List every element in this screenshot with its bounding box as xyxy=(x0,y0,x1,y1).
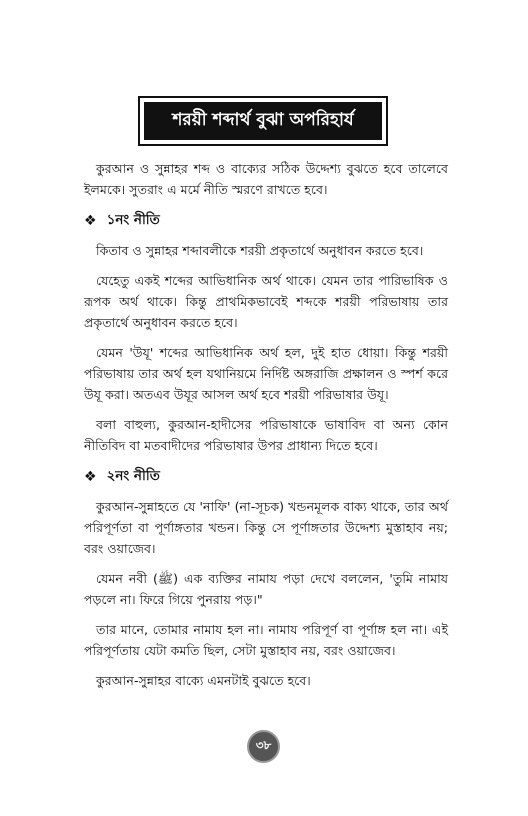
paragraph: যেমন নবী (ﷺ) এক ব্যক্তির নামায পড়া দেখে বললেন, 'তুমি নামায পড়লে না। ফিরে গিয়ে পুনরায় পড়।" xyxy=(84,571,448,607)
diamond-icon: ❖ xyxy=(84,212,97,229)
paragraph: যেহেতু একই শব্দের আভিধানিক অর্থ থাকে। যেমন তার পারিভাষিক ও রূপক অর্থ থাকে। কিন্তু প্রাথমিকভাবেই শব্দকে শরয়ী পরিভাষায় তার প্রকৃতার্থে অনুধাবন করতে হবে। xyxy=(84,273,448,330)
title-box xyxy=(138,96,388,146)
content-body xyxy=(84,158,448,700)
page-title: শরয়ী শব্দার্থ বুঝা অপরিহার্য xyxy=(144,102,382,140)
paragraph: কুরআন-সুন্নাহর বাক্যে এমনটাই বুঝতে হবে। xyxy=(96,673,311,688)
section-heading-label: ২নং নীতি xyxy=(106,468,160,484)
section-heading-2 xyxy=(84,465,448,488)
intro-paragraph: কুরআন ও সুন্নাহর শব্দ ও বাক্যের সঠিক উদ্দেশ্য বুঝতে হবে তালেবে ইলমকে। সুতরাং এ মর্মে নীতি স্মরণে রাখতে হবে। xyxy=(84,161,448,197)
section-heading-1 xyxy=(84,209,448,232)
paragraph: কিতাব ও সুন্নাহর শব্দাবলীকে শরয়ী প্রকৃতার্থে অনুধাবন করতে হবে। xyxy=(96,243,424,258)
paragraph: বলা বাহুল্য, কুরআন-হাদীসের পরিভাষাকে ভাষাবিদ বা অন্য কোন নীতিবিদ বা মতবাদীদের পরিভাষার উপর প্রাধান্য দিতে হবে। xyxy=(84,417,448,453)
page-number: ৩৮ xyxy=(247,730,280,763)
paragraph: কুরআন-সুন্নাহতে যে 'নাফি' (না-সূচক) খন্ডনমূলক বাক্য থাকে, তার অর্থ পরিপূর্ণতা বা পূর্ণাঙ্গতার খন্ডন। কিন্তু সে পূর্ণাঙ্গতার উদ্দেশ্য মুস্তাহাব নয়; বরং ওয়াজেব। xyxy=(84,499,448,556)
diamond-icon: ❖ xyxy=(84,468,97,485)
section-heading-label: ১নং নীতি xyxy=(106,212,160,228)
paragraph: যেমন 'উযূ' শব্দের আভিধানিক অর্থ হল, দুই হাত ধোয়া। কিন্তু শরয়ী পরিভাষায় তার অর্থ হল যথানিয়মে নির্দিষ্ট অঙ্গরাজি প্রক্ষালন ও স্পর্শ করে উযূ করা। অতএব উযূর আসল অর্থ হবে শরয়ী পরিভাষার উযূ। xyxy=(84,345,448,402)
paragraph: তার মানে, তোমার নামায হল না। নামায পরিপূর্ণ বা পূর্ণাঙ্গ হল না। এই পরিপূর্ণতায় যেটা কমতি ছিল, সেটা মুস্তাহাব নয়, বরং ওয়াজেব। xyxy=(84,622,448,658)
